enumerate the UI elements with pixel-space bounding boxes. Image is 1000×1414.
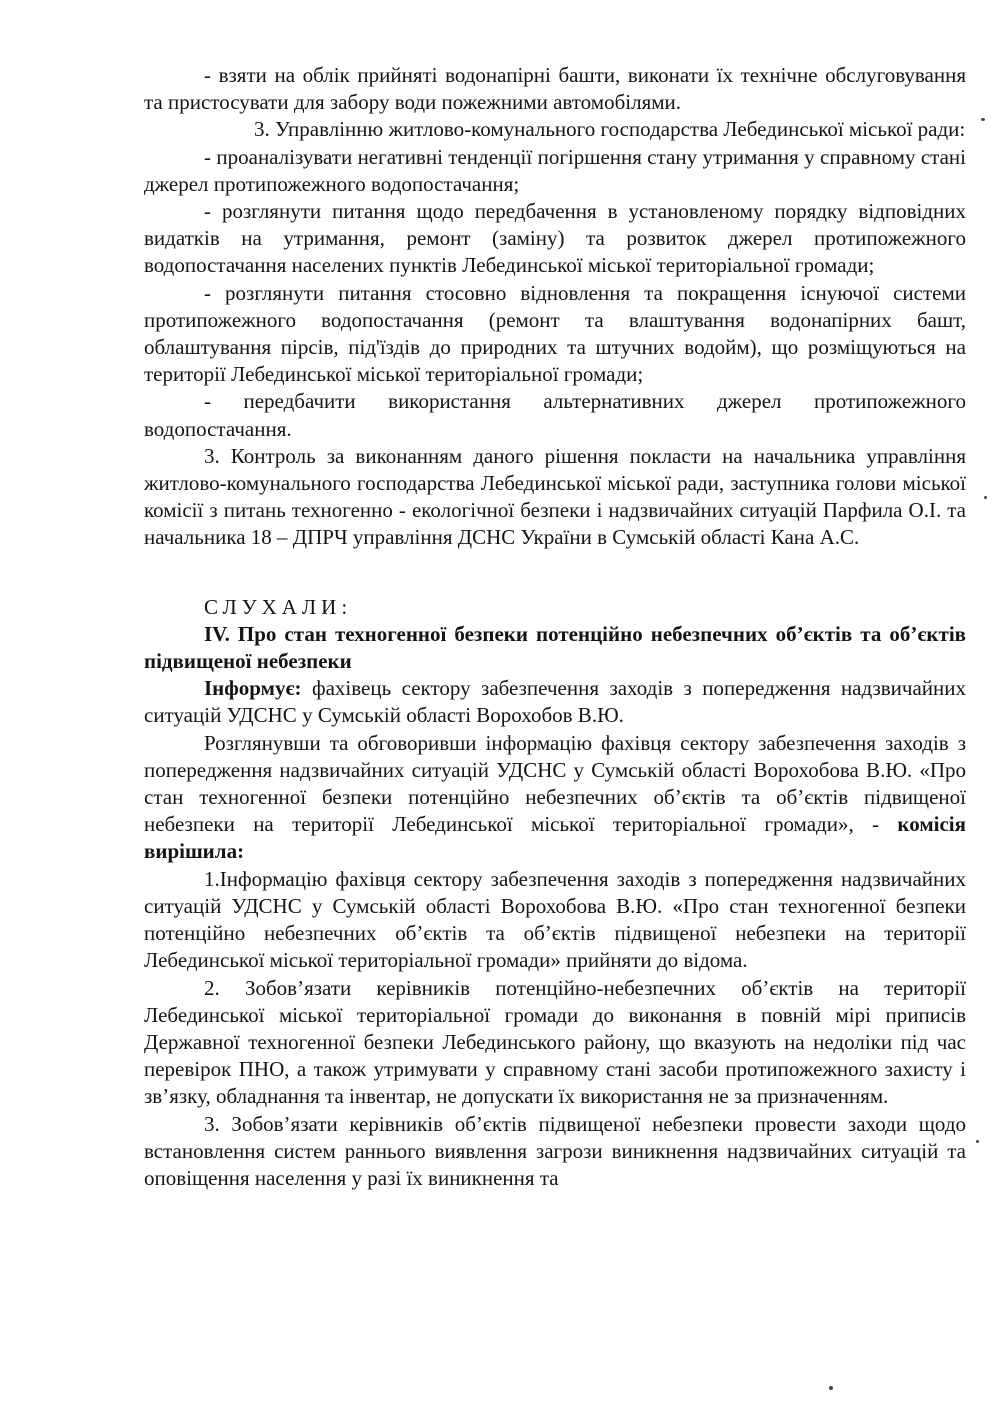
- paragraph-oblige-managers: 2. Зобов’язати керівників потенційно-небезпечних об’єктів на території Лебединської міської територіальної громади до виконання в повній мірі приписів Державної техногенної безпеки Лебединського району, що вказують на недоліки під час перевірок ПНО, а також утримувати у справному стані засоби протипожежного захисту і зв’язку, обладнання та інвентар, не допускати їх використання не за призначенням.: [144, 975, 966, 1109]
- paragraph-consider-expenses: - розглянути питання щодо передбачення в установленому порядку відповідних видатків на утримання, ремонт (заміну) та розвиток джерел протипожежного водопостачання населених пунктів Лебединської міської територіальної громади;: [144, 199, 966, 278]
- scan-speck: [829, 1386, 833, 1390]
- paragraph-alternative-sources: - передбачити використання альтернативних джерел протипожежного водопостачання.: [144, 389, 966, 441]
- paragraph-informs: [144, 675, 966, 729]
- paragraph-water-towers: - взяти на облік прийняті водонапірні башти, виконати їх технічне обслуговування та пристосувати для забору води пожежними автомобілями.: [144, 63, 966, 115]
- paragraph-item-3-housing: 3. Управлінню житлово-комунального господарства Лебединської міської ради:: [254, 117, 966, 142]
- document-page: [144, 62, 966, 1192]
- scan-speck: [984, 496, 987, 499]
- paragraph-control: 3. Контроль за виконанням даного рішення покласти на начальника управління житлово-комунального господарства Лебединської міської ради, заступника голови міської комісії з питань техногенно - екологічної безпеки і надзвичайних ситуацій Парфила О.І. та начальника 18 – ДПРЧ управління ДСНС України в Сумській області Кана А.С.: [144, 443, 966, 550]
- heard-label: СЛУХАЛИ:: [204, 594, 353, 619]
- decision-label: комісія вирішила:: [144, 812, 966, 864]
- paragraph-oblige-early-warning: 3. Зобов’язати керівників об’єктів підвищеної небезпеки провести заходи щодо встановлення систем раннього виявлення загрози виникнення надзвичайних ситуацій та оповіщення населення у разі їх виникнення та: [144, 1111, 966, 1190]
- scan-speck: [976, 1140, 979, 1143]
- paragraph-decision: [144, 730, 966, 866]
- paragraph-analyze-trends: - проаналізувати негативні тенденції погіршення стану утримання у справному стані джерел протипожежного водопостачання;: [144, 144, 966, 196]
- decision-text: Розглянувши та обговоривши інформацію фахівця сектору забезпечення заходів з попередження надзвичайних ситуацій УДСНС у Сумській області Ворохобова В.Ю. «Про стан техногенної безпеки потенційно небезпечних об’єктів та об’єктів підвищеної небезпеки на території Лебединської міської територіальної громади», -: [144, 730, 966, 837]
- paragraph-consider-restoration: - розглянути питання стосовно відновлення та покращення існуючої системи протипожежного водопостачання (ремонт та влаштування водонапірних башт, облаштування пірсів, під'їздів до природних та штучних водойм), що розміщуються на території Лебединської міської територіальної громади;: [144, 280, 966, 387]
- informs-label: Інформує:: [204, 676, 302, 701]
- paragraph-take-note: 1.Інформацію фахівця сектору забезпечення заходів з попередження надзвичайних ситуацій УДСНС у Сумській області Ворохобова В.Ю. «Про стан техногенної безпеки потенційно небезпечних об’єктів та об’єктів підвищеної небезпеки на території Лебединської міської територіальної громади» прийняти до відома.: [144, 866, 966, 973]
- section-heading: IV. Про стан техногенної безпеки потенційно небезпечних об’єктів та об’єктів підвищеної небезпеки: [144, 621, 966, 674]
- informs-text: фахівець сектору забезпечення заходів з попередження надзвичайних ситуацій УДСНС у Сумській області Ворохобов В.Ю.: [144, 676, 966, 728]
- scan-speck: [981, 118, 985, 121]
